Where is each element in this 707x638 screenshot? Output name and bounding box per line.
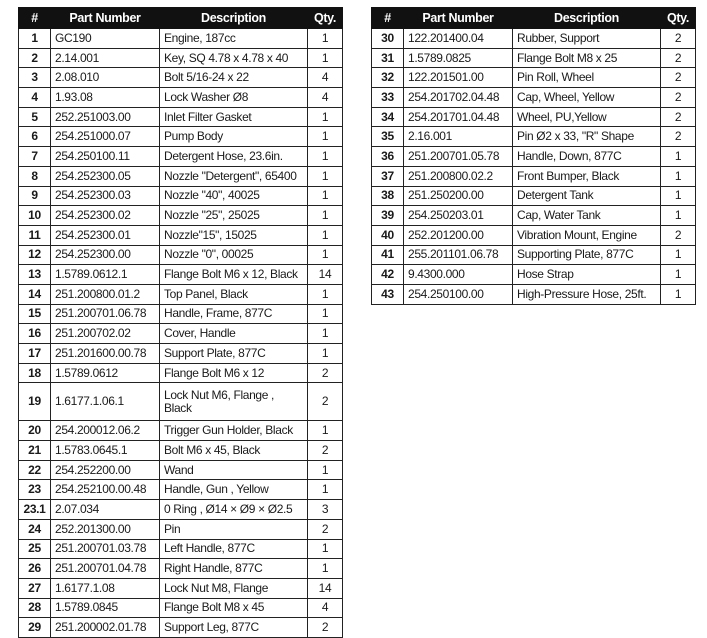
part-number-cell: 251.200702.02 [51, 324, 160, 344]
item-number-cell: 24 [19, 519, 51, 539]
quantity-cell: 1 [308, 480, 343, 500]
description-cell: Lock Nut M6, Flange , Black [160, 383, 308, 421]
quantity-cell: 2 [308, 383, 343, 421]
table-row [19, 68, 343, 88]
quantity-cell: 1 [661, 284, 696, 304]
description-cell: Key, SQ 4.78 x 4.78 x 40 [160, 48, 308, 68]
description-cell: Supporting Plate, 877C [513, 245, 661, 265]
description-cell: Wand [160, 460, 308, 480]
part-number-cell: GC190 [51, 29, 160, 49]
description-cell: Top Panel, Black [160, 284, 308, 304]
quantity-cell: 4 [308, 598, 343, 618]
quantity-cell: 1 [308, 225, 343, 245]
item-number-cell: 17 [19, 344, 51, 364]
description-cell: Support Leg, 877C [160, 618, 308, 638]
part-number-cell: 251.201600.00.78 [51, 344, 160, 364]
table-row [19, 225, 343, 245]
table-row [372, 107, 696, 127]
table-row [19, 344, 343, 364]
description-cell: Handle, Down, 877C [513, 147, 661, 167]
part-number-cell: 1.6177.1.06.1 [51, 383, 160, 421]
part-number-cell: 251.200701.06.78 [51, 304, 160, 324]
item-number-cell: 32 [372, 68, 404, 88]
description-cell: Left Handle, 877C [160, 539, 308, 559]
part-number-cell: 251.200002.01.78 [51, 618, 160, 638]
part-number-cell: 251.200701.03.78 [51, 539, 160, 559]
item-number-cell: 19 [19, 383, 51, 421]
item-number-cell: 43 [372, 284, 404, 304]
item-number-cell: 11 [19, 225, 51, 245]
quantity-cell: 3 [308, 500, 343, 520]
header-number: # [372, 8, 404, 29]
description-cell: 0 Ring , Ø14 × Ø9 × Ø2.5 [160, 500, 308, 520]
item-number-cell: 30 [372, 29, 404, 49]
header-description: Description [513, 8, 661, 29]
table-row [372, 245, 696, 265]
item-number-cell: 25 [19, 539, 51, 559]
quantity-cell: 2 [661, 225, 696, 245]
part-number-cell: 251.200701.05.78 [404, 147, 513, 167]
quantity-cell: 1 [308, 29, 343, 49]
table-row [19, 147, 343, 167]
part-number-cell: 252.251003.00 [51, 107, 160, 127]
quantity-cell: 1 [308, 344, 343, 364]
part-number-cell: 251.200701.04.78 [51, 559, 160, 579]
part-number-cell: 254.201701.04.48 [404, 107, 513, 127]
table-row [372, 29, 696, 49]
part-number-cell: 254.252100.00.48 [51, 480, 160, 500]
item-number-cell: 23 [19, 480, 51, 500]
table-row [372, 206, 696, 226]
quantity-cell: 1 [308, 127, 343, 147]
part-number-cell: 254.252300.00 [51, 245, 160, 265]
item-number-cell: 13 [19, 265, 51, 285]
part-number-cell: 2.16.001 [404, 127, 513, 147]
part-number-cell: 254.252200.00 [51, 460, 160, 480]
description-cell: Vibration Mount, Engine [513, 225, 661, 245]
description-cell: Front Bumper, Black [513, 166, 661, 186]
table-header-row [372, 8, 696, 29]
part-number-cell: 1.5789.0845 [51, 598, 160, 618]
table-row [19, 480, 343, 500]
table-row [372, 127, 696, 147]
item-number-cell: 6 [19, 127, 51, 147]
item-number-cell: 16 [19, 324, 51, 344]
item-number-cell: 40 [372, 225, 404, 245]
quantity-cell: 4 [308, 88, 343, 108]
description-cell: Handle, Gun , Yellow [160, 480, 308, 500]
description-cell: Nozzle"15", 15025 [160, 225, 308, 245]
description-cell: Wheel, PU,Yellow [513, 107, 661, 127]
part-number-cell: 254.200012.06.2 [51, 421, 160, 441]
quantity-cell: 1 [308, 324, 343, 344]
part-number-cell: 254.252300.02 [51, 206, 160, 226]
description-cell: Inlet Filter Gasket [160, 107, 308, 127]
part-number-cell: 2.07.034 [51, 500, 160, 520]
table-row [19, 539, 343, 559]
description-cell: Cap, Water Tank [513, 206, 661, 226]
part-number-cell: 2.08.010 [51, 68, 160, 88]
table-row [19, 265, 343, 285]
item-number-cell: 21 [19, 441, 51, 461]
part-number-cell: 251.200800.01.2 [51, 284, 160, 304]
table-row [19, 206, 343, 226]
quantity-cell: 1 [308, 559, 343, 579]
quantity-cell: 1 [308, 107, 343, 127]
table-row [19, 245, 343, 265]
item-number-cell: 5 [19, 107, 51, 127]
quantity-cell: 1 [308, 48, 343, 68]
header-qty: Qty. [308, 8, 343, 29]
quantity-cell: 1 [308, 147, 343, 167]
table-row [19, 186, 343, 206]
quantity-cell: 1 [308, 460, 343, 480]
part-number-cell: 2.14.001 [51, 48, 160, 68]
quantity-cell: 1 [308, 166, 343, 186]
table-row [372, 48, 696, 68]
item-number-cell: 41 [372, 245, 404, 265]
item-number-cell: 10 [19, 206, 51, 226]
part-number-cell: 255.201101.06.78 [404, 245, 513, 265]
item-number-cell: 34 [372, 107, 404, 127]
item-number-cell: 14 [19, 284, 51, 304]
item-number-cell: 23.1 [19, 500, 51, 520]
table-row [19, 88, 343, 108]
quantity-cell: 1 [661, 186, 696, 206]
item-number-cell: 12 [19, 245, 51, 265]
quantity-cell: 2 [661, 48, 696, 68]
item-number-cell: 8 [19, 166, 51, 186]
part-number-cell: 251.250200.00 [404, 186, 513, 206]
quantity-cell: 1 [308, 304, 343, 324]
description-cell: Detergent Tank [513, 186, 661, 206]
table-row [19, 519, 343, 539]
table-row [19, 421, 343, 441]
table-row [19, 304, 343, 324]
description-cell: Right Handle, 877C [160, 559, 308, 579]
quantity-cell: 2 [308, 363, 343, 383]
quantity-cell: 1 [308, 206, 343, 226]
table-header-row [19, 8, 343, 29]
part-number-cell: 254.250100.11 [51, 147, 160, 167]
table-row [19, 618, 343, 638]
table-row [19, 460, 343, 480]
parts-table-right [371, 7, 696, 305]
table-row [372, 88, 696, 108]
table-row [19, 500, 343, 520]
quantity-cell: 1 [661, 265, 696, 285]
item-number-cell: 38 [372, 186, 404, 206]
table-row [372, 284, 696, 304]
table-row [19, 324, 343, 344]
item-number-cell: 20 [19, 421, 51, 441]
part-number-cell: 252.201200.00 [404, 225, 513, 245]
description-cell: Flange Bolt M6 x 12, Black [160, 265, 308, 285]
quantity-cell: 2 [661, 107, 696, 127]
description-cell: Bolt 5/16-24 x 22 [160, 68, 308, 88]
quantity-cell: 4 [308, 68, 343, 88]
table-row [372, 225, 696, 245]
header-number: # [19, 8, 51, 29]
part-number-cell: 254.201702.04.48 [404, 88, 513, 108]
description-cell: Detergent Hose, 23.6in. [160, 147, 308, 167]
item-number-cell: 27 [19, 578, 51, 598]
item-number-cell: 37 [372, 166, 404, 186]
item-number-cell: 2 [19, 48, 51, 68]
quantity-cell: 1 [308, 421, 343, 441]
part-number-cell: 254.251000.07 [51, 127, 160, 147]
table-row [372, 186, 696, 206]
part-number-cell: 254.252300.03 [51, 186, 160, 206]
description-cell: Nozzle "40", 40025 [160, 186, 308, 206]
quantity-cell: 14 [308, 265, 343, 285]
part-number-cell: 254.250100.00 [404, 284, 513, 304]
table-row [372, 265, 696, 285]
header-description: Description [160, 8, 308, 29]
parts-table-left [18, 7, 343, 638]
item-number-cell: 35 [372, 127, 404, 147]
item-number-cell: 42 [372, 265, 404, 285]
item-number-cell: 26 [19, 559, 51, 579]
description-cell: Nozzle "Detergent", 65400 [160, 166, 308, 186]
part-number-cell: 254.250203.01 [404, 206, 513, 226]
header-part-number: Part Number [51, 8, 160, 29]
description-cell: Pin Roll, Wheel [513, 68, 661, 88]
table-row [19, 598, 343, 618]
table-row [19, 166, 343, 186]
description-cell: Pin Ø2 x 33, "R" Shape [513, 127, 661, 147]
item-number-cell: 28 [19, 598, 51, 618]
description-cell: Pump Body [160, 127, 308, 147]
item-number-cell: 36 [372, 147, 404, 167]
quantity-cell: 1 [661, 166, 696, 186]
item-number-cell: 7 [19, 147, 51, 167]
table-row [19, 29, 343, 49]
description-cell: Bolt M6 x 45, Black [160, 441, 308, 461]
quantity-cell: 1 [661, 206, 696, 226]
quantity-cell: 2 [308, 618, 343, 638]
item-number-cell: 18 [19, 363, 51, 383]
description-cell: Pin [160, 519, 308, 539]
table-row [19, 127, 343, 147]
quantity-cell: 1 [661, 147, 696, 167]
part-number-cell: 9.4300.000 [404, 265, 513, 285]
part-number-cell: 122.201501.00 [404, 68, 513, 88]
description-cell: Hose Strap [513, 265, 661, 285]
quantity-cell: 2 [661, 127, 696, 147]
table-row [19, 284, 343, 304]
part-number-cell: 1.5789.0612 [51, 363, 160, 383]
quantity-cell: 2 [661, 29, 696, 49]
quantity-cell: 2 [308, 441, 343, 461]
description-cell: Flange Bolt M8 x 25 [513, 48, 661, 68]
header-qty: Qty. [661, 8, 696, 29]
quantity-cell: 1 [308, 284, 343, 304]
table-row [19, 107, 343, 127]
quantity-cell: 1 [308, 245, 343, 265]
description-cell: Nozzle "0", 00025 [160, 245, 308, 265]
description-cell: Rubber, Support [513, 29, 661, 49]
description-cell: Handle, Frame, 877C [160, 304, 308, 324]
description-cell: Nozzle "25", 25025 [160, 206, 308, 226]
item-number-cell: 4 [19, 88, 51, 108]
item-number-cell: 39 [372, 206, 404, 226]
description-cell: Flange Bolt M8 x 45 [160, 598, 308, 618]
quantity-cell: 1 [308, 539, 343, 559]
description-cell: Support Plate, 877C [160, 344, 308, 364]
part-number-cell: 1.5789.0825 [404, 48, 513, 68]
description-cell: High-Pressure Hose, 25ft. [513, 284, 661, 304]
table-row [372, 147, 696, 167]
part-number-cell: 254.252300.01 [51, 225, 160, 245]
description-cell: Cap, Wheel, Yellow [513, 88, 661, 108]
part-number-cell: 252.201300.00 [51, 519, 160, 539]
item-number-cell: 15 [19, 304, 51, 324]
part-number-cell: 1.5783.0645.1 [51, 441, 160, 461]
description-cell: Cover, Handle [160, 324, 308, 344]
item-number-cell: 31 [372, 48, 404, 68]
quantity-cell: 1 [661, 245, 696, 265]
item-number-cell: 1 [19, 29, 51, 49]
description-cell: Trigger Gun Holder, Black [160, 421, 308, 441]
part-number-cell: 122.201400.04 [404, 29, 513, 49]
table-row [19, 441, 343, 461]
item-number-cell: 3 [19, 68, 51, 88]
quantity-cell: 2 [661, 68, 696, 88]
part-number-cell: 1.5789.0612.1 [51, 265, 160, 285]
quantity-cell: 14 [308, 578, 343, 598]
description-cell: Engine, 187cc [160, 29, 308, 49]
table-row [372, 166, 696, 186]
table-row [19, 578, 343, 598]
part-number-cell: 1.93.08 [51, 88, 160, 108]
description-cell: Lock Washer Ø8 [160, 88, 308, 108]
table-row [19, 559, 343, 579]
description-cell: Flange Bolt M6 x 12 [160, 363, 308, 383]
table-row [19, 363, 343, 383]
item-number-cell: 29 [19, 618, 51, 638]
part-number-cell: 1.6177.1.08 [51, 578, 160, 598]
table-row [19, 48, 343, 68]
description-cell: Lock Nut M8, Flange [160, 578, 308, 598]
part-number-cell: 254.252300.05 [51, 166, 160, 186]
quantity-cell: 1 [308, 186, 343, 206]
quantity-cell: 2 [308, 519, 343, 539]
part-number-cell: 251.200800.02.2 [404, 166, 513, 186]
item-number-cell: 33 [372, 88, 404, 108]
item-number-cell: 22 [19, 460, 51, 480]
header-part-number: Part Number [404, 8, 513, 29]
quantity-cell: 2 [661, 88, 696, 108]
table-row [19, 383, 343, 421]
table-row [372, 68, 696, 88]
item-number-cell: 9 [19, 186, 51, 206]
